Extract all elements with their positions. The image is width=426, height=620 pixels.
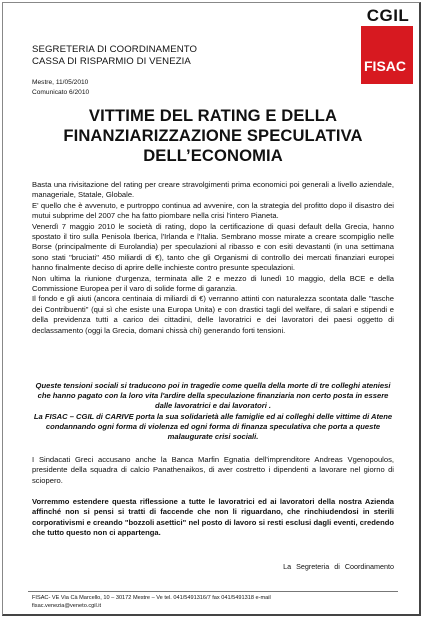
- footer-email: fisac.venezia@veneto.cgil.it: [32, 603, 102, 609]
- sender-line-1: SEGRETERIA DI COORDINAMENTO: [32, 44, 198, 55]
- logo-cgil-text: CGIL: [366, 6, 410, 25]
- quote-paragraph-1: Queste tensioni sociali si traducono poi in tragedie come quella della morte di tre colleghi ateniesi che hanno pagato con la loro vita l'ardire della speculazione finanziaria non certo posta in essere dalle lavoratrici e dai lavoratori .: [35, 381, 391, 411]
- communique-number: Comunicato 6/2010: [32, 88, 90, 96]
- greek-unions-paragraph: I Sindacati Greci accusano anche la Banca Marfin Egnatia dell'imprenditore Andreas Vgenopoulos, presidente della squadra di calcio Panathenaikos, di aver costretto i dipendenti a lavorare nel giorno di sciopero.: [32, 455, 394, 485]
- paragraph-4: Non ultima la riunione d'urgenza, terminata alle 2 e mezzo di lunedì 10 maggio, della BCE e della Commissione Europea per il varo di solide forme di garanzia.: [32, 273, 394, 294]
- cgil-fisac-logo: [359, 6, 417, 86]
- paragraph-2: E' quello che è avvenuto, e purtroppo continua ad avvenire, con la strategia del profitto dopo il disastro dei mutui subprime del 2007 che ha fatto piombare nella crisi l'intero Pianeta.: [32, 200, 394, 221]
- date-text: Mestre, 11/05/2010: [32, 79, 89, 86]
- sender-block: [32, 44, 197, 68]
- signature: La Segreteria di Coordinamento: [283, 562, 394, 571]
- logo-red-flag: [361, 26, 413, 84]
- paragraph-5: Il fondo e gli aiuti (ancora centinaia di miliardi di €) verranno attinti con naturalezza scontata dalle "tasche dei Contribuenti" (qui sì che esiste una Europa Unita) e con drastici tagli del welfare, di salari e stipendi e della previdenza tutti a carico dei cittadini, delle lavoratrici e dei lavoratori dei paesi oggetto di declassamento (oggi la Grecia, domani chissà chi) generando forti tensioni.: [32, 294, 394, 335]
- solidarity-quote: [32, 381, 394, 442]
- date-block: [32, 78, 89, 97]
- sender-line-2: CASSA DI RISPARMIO DI VENEZIA: [32, 56, 191, 67]
- paragraph-3: Venerdì 7 maggio 2010 le società di rating, dopo la certificazione di quasi default della Grecia, hanno spostato il tiro sulla Penisola Iberica, l'Irlanda e l'Italia. Sembrano mosse mirate a creare scompiglio nelle Borse (principalmente di Eurolandia) per speculazioni al ribasso e con esiti devastanti (in una settimana sono stati "bruciati" 450 miliardi di €), tanto che gli Organismi di controllo dei mercati finanziari europei hanno finalmente deciso di aprire delle inchieste contro presunte speculazioni.: [32, 221, 394, 273]
- title-line-3: DELL’ECONOMIA: [143, 146, 283, 165]
- title-line-1: VITTIME DEL RATING E DELLA: [88, 106, 338, 125]
- logo-fisac-text: FISAC: [364, 58, 406, 74]
- body-text: [32, 180, 394, 336]
- closing-paragraph: Vorremmo estendere questa riflessione a tutte le lavoratrici ed ai lavoratori della nostra Azienda affinché non si pensi si tratti di faccende che non li riguardano, che rinchiudendosi in sterili corporativismi e creando "bozzoli asettici" nel posto di lavoro si resti esclusi dagli eventi, credendo che tutto questo non ci appartenga.: [32, 497, 394, 538]
- quote-paragraph-2: La FISAC – CGIL di CARIVE porta la sua solidarietà alle famiglie ed ai colleghi delle vittime di Atene condannando ogni forma di violenza ed ogni forma di finanza speculativa che porta a queste malaugurate crisi sociali.: [33, 411, 393, 442]
- title-line-2: FINANZIARIZZAZIONE SPECULATIVA: [63, 126, 363, 145]
- paragraph-1: Basta una rivisitazione del rating per creare stravolgimenti prima economici poi generali a livello aziendale, manageriale, Statale, Globale.: [32, 180, 394, 200]
- footer-divider: [28, 591, 398, 592]
- footer-address: FISAC- VE Via Cà Marcello, 10 – 30172 Mestre – Ve tel. 041/5491316/7 fax 041/5491318 e-mail: [32, 595, 271, 601]
- document-title: [40, 106, 386, 166]
- footer: [32, 594, 271, 610]
